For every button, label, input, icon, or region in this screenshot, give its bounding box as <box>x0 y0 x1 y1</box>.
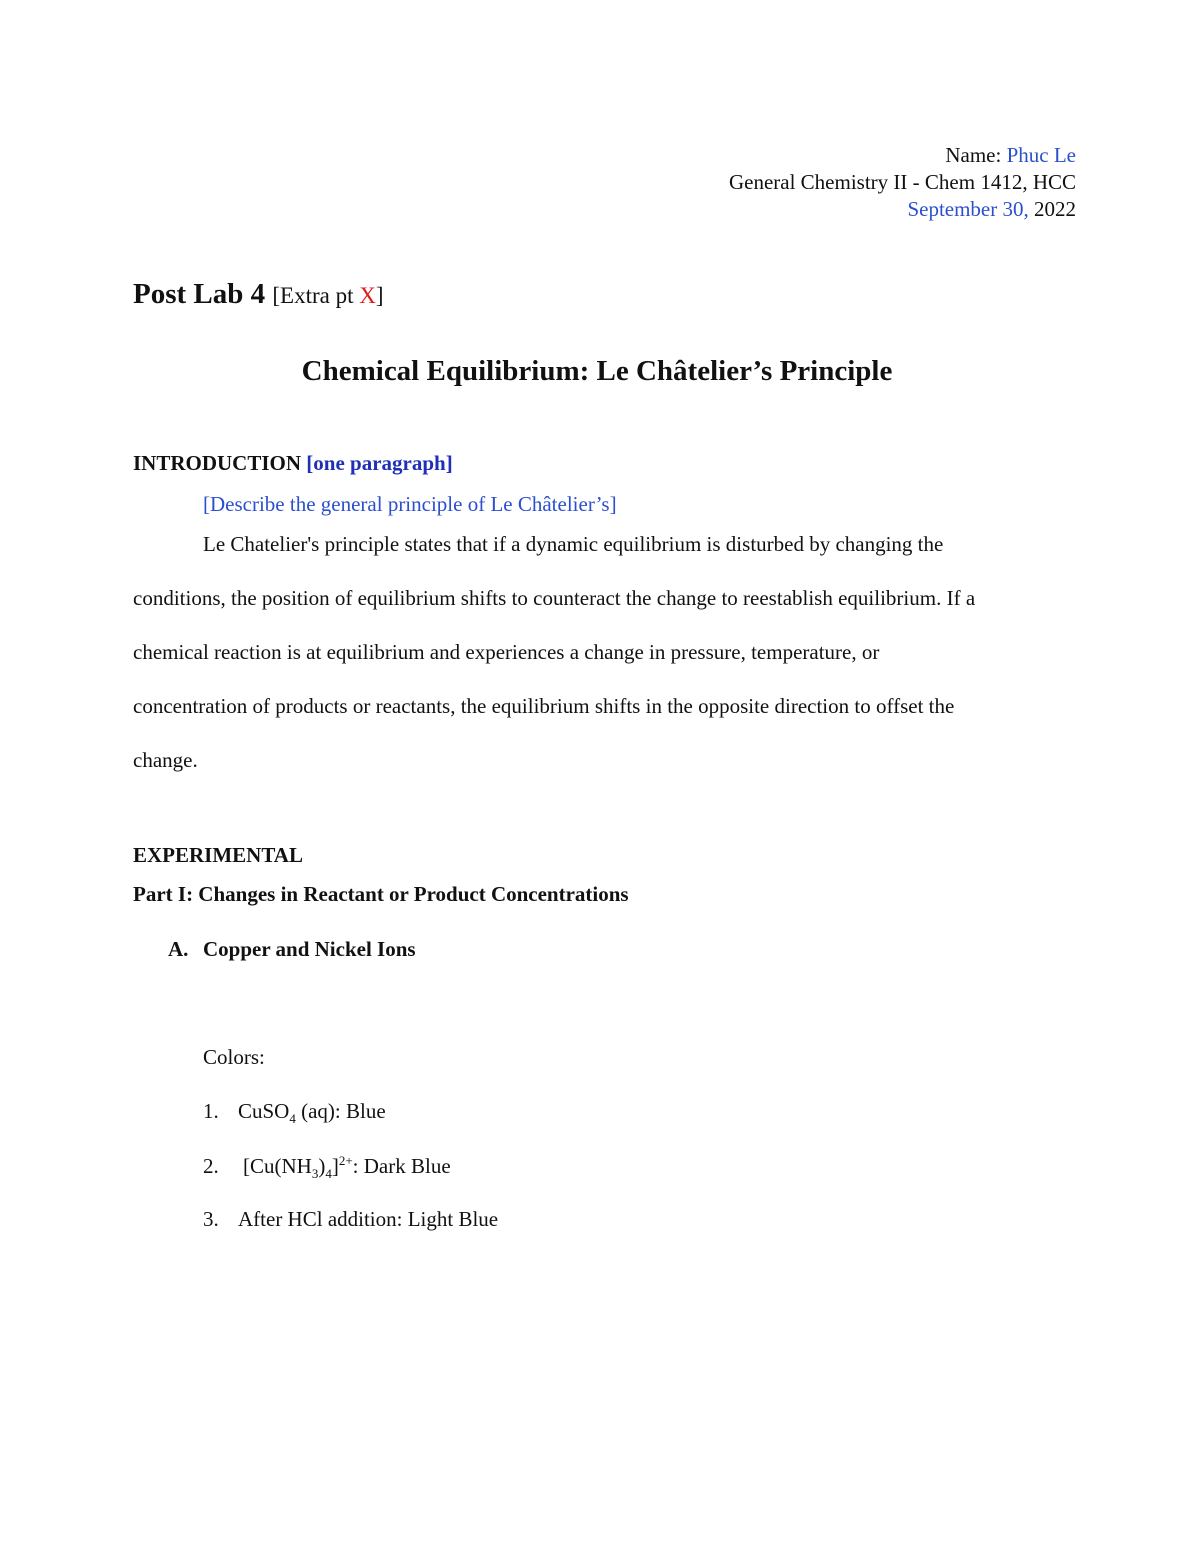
list-text: (aq): Blue <box>295 1099 386 1123</box>
list-number: 3. <box>203 1207 219 1231</box>
paragraph-line: chemical reaction is at equilibrium and experiences a change in pressure, temperature, or <box>133 640 880 664</box>
introduction-note: [one paragraph] <box>306 451 453 475</box>
experimental-heading: EXPERIMENTAL <box>133 843 303 867</box>
subsection-title: Copper and Nickel Ions <box>203 937 416 961</box>
page-subtitle: Chemical Equilibrium: Le Châtelier’s Principle <box>301 355 893 387</box>
formula: CuSO <box>238 1099 290 1123</box>
list-text: After HCl addition: Light Blue <box>238 1207 499 1231</box>
paragraph-line: Le Chatelier's principle states that if a dynamic equilibrium is disturbed by changing the <box>203 532 944 556</box>
header-block <box>729 142 1076 223</box>
list-item <box>203 1153 451 1182</box>
date-line <box>729 196 1076 223</box>
formula-superscript: 2+ <box>338 1153 353 1168</box>
name-line <box>729 142 1076 169</box>
extra-close: ] <box>375 283 384 308</box>
extra-mark: X <box>359 283 376 308</box>
formula: ) <box>318 1154 326 1178</box>
colors-label: Colors: <box>203 1045 265 1069</box>
introduction-paragraph <box>133 517 1078 787</box>
formula-subscript: 4 <box>325 1166 332 1182</box>
list-text: : Dark Blue <box>352 1154 451 1178</box>
extra-open: [Extra pt <box>272 283 360 308</box>
list-number: 1. <box>203 1099 219 1123</box>
formula: ] <box>331 1154 339 1178</box>
date-year: 2022 <box>1028 197 1076 221</box>
paragraph-line: change. <box>133 748 198 772</box>
name-value: Phuc Le <box>1006 143 1076 167</box>
list-item <box>203 1099 386 1127</box>
formula: [Cu(NH <box>243 1154 312 1178</box>
list-number: 2. <box>203 1154 219 1178</box>
page-title <box>133 278 384 311</box>
list-item <box>203 1207 498 1232</box>
name-label: Name: <box>945 143 1007 167</box>
course-line: General Chemistry II - Chem 1412, HCC <box>728 170 1076 194</box>
paragraph-line: concentration of products or reactants, the equilibrium shifts in the opposite direction to offset the <box>133 694 955 718</box>
date-month-day: September 30, <box>907 197 1029 221</box>
title-main: Post Lab 4 <box>133 278 273 310</box>
paragraph-line: conditions, the position of equilibrium shifts to counteract the change to reestablish equilibrium. If a <box>133 586 976 610</box>
extra-points <box>272 283 383 308</box>
subsection-letter: A. <box>168 937 189 961</box>
subsection-heading <box>168 937 416 962</box>
introduction-prompt: [Describe the general principle of Le Châtelier’s] <box>203 492 617 516</box>
formula-subscript: 3 <box>311 1166 319 1182</box>
formula-subscript: 4 <box>289 1111 296 1127</box>
part1-heading: Part I: Changes in Reactant or Product Concentrations <box>133 882 629 906</box>
introduction-heading <box>133 451 453 476</box>
introduction-label: INTRODUCTION <box>133 451 307 475</box>
